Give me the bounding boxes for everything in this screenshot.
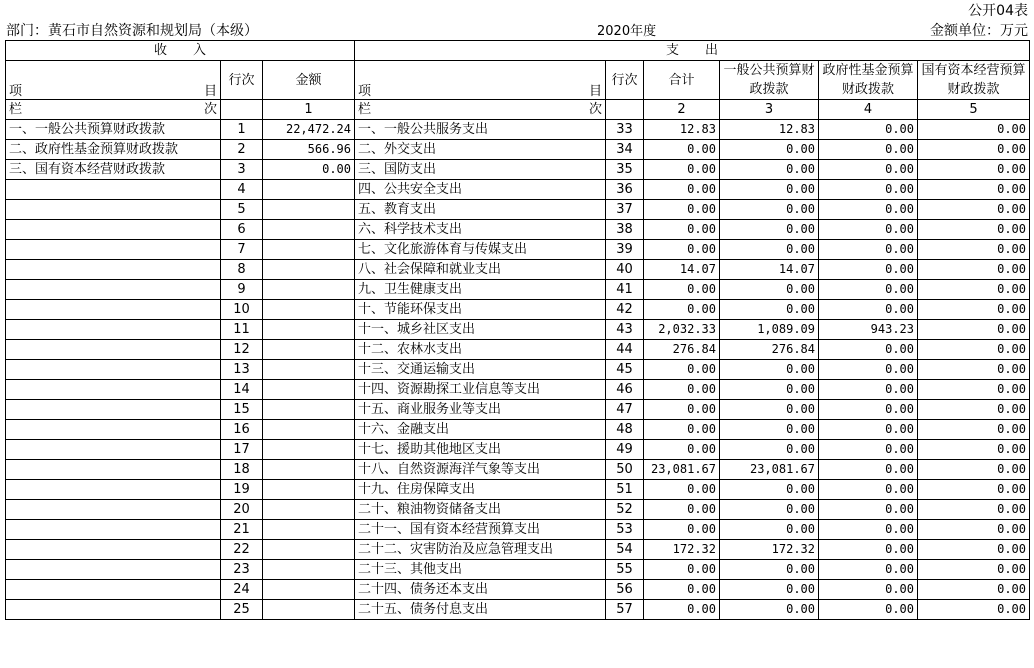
income-line-cell: 18 (221, 460, 263, 480)
state-capital-cell: 0.00 (918, 260, 1030, 280)
gov-fund-cell: 0.00 (819, 560, 918, 580)
general-budget-cell: 172.32 (720, 540, 819, 560)
expense-item-cell: 二十、粮油物资储备支出 (355, 500, 606, 520)
table-row (6, 320, 1030, 340)
item-left-label: 项 (9, 84, 23, 99)
gov-fund-cell: 0.00 (819, 580, 918, 600)
total-cell: 0.00 (644, 380, 720, 400)
income-item-cell (6, 600, 221, 620)
income-amount-cell (263, 300, 355, 320)
expense-line-cell: 35 (606, 160, 644, 180)
state-capital-cell: 0.00 (918, 400, 1030, 420)
total-cell: 0.00 (644, 300, 720, 320)
income-amount-cell (263, 200, 355, 220)
income-item-cell: 一、一般公共预算财政拨款 (6, 120, 221, 140)
lanci-col-3: 3 (720, 100, 819, 120)
income-item-cell (6, 280, 221, 300)
total-header: 合计 (644, 61, 720, 100)
expense-item-cell: 十五、商业服务业等支出 (355, 400, 606, 420)
expense-item-cell: 十一、城乡社区支出 (355, 320, 606, 340)
form-code: 公开04表 (968, 3, 1028, 19)
table-row (6, 440, 1030, 460)
table-row (6, 160, 1030, 180)
gov-fund-cell: 0.00 (819, 600, 918, 620)
total-cell: 0.00 (644, 240, 720, 260)
gov-fund-cell: 0.00 (819, 120, 918, 140)
income-item-cell (6, 360, 221, 380)
state-capital-cell: 0.00 (918, 440, 1030, 460)
lanci-left: 栏 (358, 102, 372, 117)
expense-item-cell: 二十四、债务还本支出 (355, 580, 606, 600)
income-amount-cell (263, 560, 355, 580)
expense-item-cell: 九、卫生健康支出 (355, 280, 606, 300)
table-row (6, 540, 1030, 560)
expense-line-cell: 37 (606, 200, 644, 220)
income-line-cell: 10 (221, 300, 263, 320)
total-cell: 0.00 (644, 160, 720, 180)
total-cell: 0.00 (644, 580, 720, 600)
empty-cell (221, 100, 263, 120)
general-budget-cell: 0.00 (720, 240, 819, 260)
state-capital-cell: 0.00 (918, 160, 1030, 180)
income-amount-cell (263, 240, 355, 260)
table-row (6, 480, 1030, 500)
general-budget-cell: 0.00 (720, 560, 819, 580)
income-amount-cell: 22,472.24 (263, 120, 355, 140)
income-item-cell (6, 520, 221, 540)
table-row (6, 460, 1030, 480)
general-budget-cell: 0.00 (720, 280, 819, 300)
gov-fund-cell: 0.00 (819, 340, 918, 360)
lanci-col-2: 2 (644, 100, 720, 120)
table-row (6, 500, 1030, 520)
income-amount-cell (263, 500, 355, 520)
income-line-cell: 6 (221, 220, 263, 240)
state-capital-cell: 0.00 (918, 220, 1030, 240)
expense-line-cell: 47 (606, 400, 644, 420)
income-amount-cell (263, 480, 355, 500)
gov-fund-cell: 0.00 (819, 200, 918, 220)
income-amount-cell (263, 400, 355, 420)
general-budget-header: 一般公共预算财政拨款 (720, 61, 819, 100)
gov-fund-cell: 0.00 (819, 400, 918, 420)
expense-item-cell: 十二、农林水支出 (355, 340, 606, 360)
general-budget-cell: 1,089.09 (720, 320, 819, 340)
income-item-cell (6, 320, 221, 340)
general-budget-cell: 0.00 (720, 300, 819, 320)
income-item-cell (6, 480, 221, 500)
expense-section-header: 支 出 (355, 41, 1030, 61)
lanci-left: 栏 (9, 102, 23, 117)
item-right-label: 目 (203, 84, 217, 99)
lanci-col-1: 1 (263, 100, 355, 120)
income-line-cell: 20 (221, 500, 263, 520)
table-row (6, 520, 1030, 540)
table-row (6, 360, 1030, 380)
total-cell: 0.00 (644, 180, 720, 200)
table-row (6, 600, 1030, 620)
expense-item-cell: 十三、交通运输支出 (355, 360, 606, 380)
income-line-cell: 9 (221, 280, 263, 300)
total-cell: 0.00 (644, 200, 720, 220)
income-amount-cell (263, 460, 355, 480)
state-capital-cell: 0.00 (918, 360, 1030, 380)
item-left-label: 项 (358, 84, 372, 99)
expense-line-cell: 44 (606, 340, 644, 360)
general-budget-cell: 0.00 (720, 140, 819, 160)
income-line-cell: 21 (221, 520, 263, 540)
income-amount-cell (263, 340, 355, 360)
total-cell: 2,032.33 (644, 320, 720, 340)
income-item-cell (6, 220, 221, 240)
expense-item-cell: 七、文化旅游体育与传媒支出 (355, 240, 606, 260)
income-line-cell: 25 (221, 600, 263, 620)
expense-line-cell: 52 (606, 500, 644, 520)
lanci-row (6, 100, 1030, 120)
state-capital-cell: 0.00 (918, 140, 1030, 160)
expense-line-cell: 57 (606, 600, 644, 620)
section-header-row (6, 41, 1030, 61)
income-amount-cell (263, 320, 355, 340)
general-budget-cell: 0.00 (720, 420, 819, 440)
gov-fund-cell: 0.00 (819, 280, 918, 300)
income-item-cell (6, 540, 221, 560)
income-amount-cell (263, 600, 355, 620)
table-row (6, 280, 1030, 300)
gov-fund-cell: 0.00 (819, 140, 918, 160)
table-row (6, 140, 1030, 160)
income-item-cell (6, 380, 221, 400)
total-cell: 0.00 (644, 400, 720, 420)
total-cell: 0.00 (644, 220, 720, 240)
general-budget-cell: 0.00 (720, 380, 819, 400)
expense-item-cell: 四、公共安全支出 (355, 180, 606, 200)
expense-line-cell: 55 (606, 560, 644, 580)
income-item-cell (6, 500, 221, 520)
lanci-right: 次 (588, 102, 602, 117)
expense-line-cell: 38 (606, 220, 644, 240)
income-amount-cell (263, 540, 355, 560)
income-item-cell (6, 180, 221, 200)
gov-fund-cell: 0.00 (819, 240, 918, 260)
gov-fund-cell: 0.00 (819, 380, 918, 400)
expense-item-cell: 一、一般公共服务支出 (355, 120, 606, 140)
income-line-cell: 17 (221, 440, 263, 460)
income-line-cell: 4 (221, 180, 263, 200)
total-cell: 276.84 (644, 340, 720, 360)
income-line-cell: 11 (221, 320, 263, 340)
expense-line-cell: 34 (606, 140, 644, 160)
total-cell: 12.83 (644, 120, 720, 140)
total-cell: 0.00 (644, 360, 720, 380)
income-line-cell: 5 (221, 200, 263, 220)
total-cell: 172.32 (644, 540, 720, 560)
gov-fund-header: 政府性基金预算财政拨款 (819, 61, 918, 100)
income-item-cell: 三、国有资本经营财政拨款 (6, 160, 221, 180)
income-amount-cell: 0.00 (263, 160, 355, 180)
income-amount-cell (263, 580, 355, 600)
state-capital-cell: 0.00 (918, 600, 1030, 620)
general-budget-cell: 276.84 (720, 340, 819, 360)
total-cell: 0.00 (644, 440, 720, 460)
income-section-header: 收 入 (6, 41, 355, 61)
expense-item-cell: 二、外交支出 (355, 140, 606, 160)
income-line-cell: 1 (221, 120, 263, 140)
expense-line-cell: 39 (606, 240, 644, 260)
lanci-col-4: 4 (819, 100, 918, 120)
income-line-cell: 7 (221, 240, 263, 260)
general-budget-cell: 0.00 (720, 520, 819, 540)
table-row (6, 120, 1030, 140)
state-capital-cell: 0.00 (918, 200, 1030, 220)
state-capital-cell: 0.00 (918, 180, 1030, 200)
general-budget-cell: 0.00 (720, 600, 819, 620)
income-amount-cell (263, 520, 355, 540)
expense-item-cell: 六、科学技术支出 (355, 220, 606, 240)
income-item-cell (6, 460, 221, 480)
lanci-col-5: 5 (918, 100, 1030, 120)
table-row (6, 420, 1030, 440)
expense-line-cell: 48 (606, 420, 644, 440)
total-cell: 0.00 (644, 420, 720, 440)
expense-line-cell: 43 (606, 320, 644, 340)
expense-line-cell: 33 (606, 120, 644, 140)
income-item-cell (6, 300, 221, 320)
income-amount-cell (263, 180, 355, 200)
department-label: 部门：黄石市自然资源和规划局（本级） (6, 23, 258, 39)
income-line-cell: 15 (221, 400, 263, 420)
general-budget-cell: 0.00 (720, 480, 819, 500)
income-amount-cell (263, 260, 355, 280)
state-capital-cell: 0.00 (918, 520, 1030, 540)
gov-fund-cell: 0.00 (819, 300, 918, 320)
general-budget-cell: 0.00 (720, 400, 819, 420)
table-row (6, 340, 1030, 360)
total-cell: 0.00 (644, 500, 720, 520)
table-row (6, 400, 1030, 420)
budget-table (5, 40, 1030, 620)
income-amount-cell (263, 420, 355, 440)
table-row (6, 580, 1030, 600)
income-item-cell (6, 440, 221, 460)
state-capital-cell: 0.00 (918, 460, 1030, 480)
income-lanci-label (6, 100, 221, 120)
total-cell: 0.00 (644, 480, 720, 500)
table-row (6, 380, 1030, 400)
income-amount-cell (263, 380, 355, 400)
expense-line-cell: 46 (606, 380, 644, 400)
expense-item-cell: 二十五、债务付息支出 (355, 600, 606, 620)
expense-item-cell: 十四、资源勘探工业信息等支出 (355, 380, 606, 400)
state-capital-cell: 0.00 (918, 420, 1030, 440)
income-line-cell: 22 (221, 540, 263, 560)
gov-fund-cell: 0.00 (819, 260, 918, 280)
gov-fund-cell: 0.00 (819, 420, 918, 440)
gov-fund-cell: 0.00 (819, 460, 918, 480)
gov-fund-cell: 0.00 (819, 480, 918, 500)
state-capital-cell: 0.00 (918, 240, 1030, 260)
income-item-cell: 二、政府性基金预算财政拨款 (6, 140, 221, 160)
state-capital-cell: 0.00 (918, 120, 1030, 140)
state-capital-cell: 0.00 (918, 280, 1030, 300)
empty-cell (606, 100, 644, 120)
income-line-cell: 12 (221, 340, 263, 360)
expense-item-cell: 三、国防支出 (355, 160, 606, 180)
gov-fund-cell: 0.00 (819, 360, 918, 380)
expense-line-cell: 49 (606, 440, 644, 460)
gov-fund-cell: 0.00 (819, 440, 918, 460)
income-line-no-header: 行次 (221, 61, 263, 100)
income-line-cell: 16 (221, 420, 263, 440)
expense-item-cell: 二十一、国有资本经营预算支出 (355, 520, 606, 540)
total-cell: 0.00 (644, 560, 720, 580)
income-amount-cell (263, 220, 355, 240)
income-item-cell (6, 340, 221, 360)
expense-line-cell: 56 (606, 580, 644, 600)
expense-item-header (355, 61, 606, 100)
expense-item-cell: 十八、自然资源海洋气象等支出 (355, 460, 606, 480)
table-row (6, 260, 1030, 280)
expense-line-cell: 36 (606, 180, 644, 200)
general-budget-cell: 0.00 (720, 440, 819, 460)
table-row (6, 560, 1030, 580)
income-line-cell: 23 (221, 560, 263, 580)
expense-line-cell: 50 (606, 460, 644, 480)
income-line-cell: 24 (221, 580, 263, 600)
expense-item-cell: 二十二、灾害防治及应急管理支出 (355, 540, 606, 560)
income-item-header (6, 61, 221, 100)
table-row (6, 200, 1030, 220)
total-cell: 23,081.67 (644, 460, 720, 480)
expense-item-cell: 十、节能环保支出 (355, 300, 606, 320)
income-item-cell (6, 580, 221, 600)
gov-fund-cell: 0.00 (819, 540, 918, 560)
amount-unit: 金额单位：万元 (930, 23, 1028, 39)
expense-line-cell: 54 (606, 540, 644, 560)
income-item-cell (6, 400, 221, 420)
gov-fund-cell: 0.00 (819, 520, 918, 540)
total-cell: 0.00 (644, 520, 720, 540)
state-capital-cell: 0.00 (918, 560, 1030, 580)
table-row (6, 240, 1030, 260)
income-item-cell (6, 420, 221, 440)
gov-fund-cell: 943.23 (819, 320, 918, 340)
income-line-cell: 14 (221, 380, 263, 400)
income-amount-header: 金额 (263, 61, 355, 100)
expense-line-cell: 41 (606, 280, 644, 300)
expense-line-cell: 42 (606, 300, 644, 320)
expense-item-cell: 二十三、其他支出 (355, 560, 606, 580)
income-line-cell: 8 (221, 260, 263, 280)
expense-item-cell: 十七、援助其他地区支出 (355, 440, 606, 460)
expense-line-no-header: 行次 (606, 61, 644, 100)
expense-lanci-label (355, 100, 606, 120)
general-budget-cell: 0.00 (720, 360, 819, 380)
gov-fund-cell: 0.00 (819, 220, 918, 240)
expense-line-cell: 45 (606, 360, 644, 380)
total-cell: 0.00 (644, 600, 720, 620)
income-amount-cell (263, 440, 355, 460)
gov-fund-cell: 0.00 (819, 160, 918, 180)
general-budget-cell: 0.00 (720, 160, 819, 180)
income-line-cell: 13 (221, 360, 263, 380)
income-line-cell: 3 (221, 160, 263, 180)
general-budget-cell: 0.00 (720, 220, 819, 240)
item-right-label: 目 (588, 84, 602, 99)
income-item-cell (6, 200, 221, 220)
state-capital-cell: 0.00 (918, 480, 1030, 500)
income-line-cell: 2 (221, 140, 263, 160)
general-budget-cell: 0.00 (720, 180, 819, 200)
column-header-row (6, 61, 1030, 100)
state-capital-cell: 0.00 (918, 380, 1030, 400)
table-row (6, 220, 1030, 240)
state-capital-cell: 0.00 (918, 540, 1030, 560)
general-budget-cell: 23,081.67 (720, 460, 819, 480)
table-row (6, 180, 1030, 200)
general-budget-cell: 14.07 (720, 260, 819, 280)
total-cell: 0.00 (644, 140, 720, 160)
income-line-cell: 19 (221, 480, 263, 500)
expense-line-cell: 40 (606, 260, 644, 280)
general-budget-cell: 0.00 (720, 500, 819, 520)
gov-fund-cell: 0.00 (819, 180, 918, 200)
expense-item-cell: 八、社会保障和就业支出 (355, 260, 606, 280)
income-item-cell (6, 240, 221, 260)
state-capital-cell: 0.00 (918, 500, 1030, 520)
general-budget-cell: 12.83 (720, 120, 819, 140)
income-item-cell (6, 260, 221, 280)
state-capital-cell: 0.00 (918, 320, 1030, 340)
total-cell: 14.07 (644, 260, 720, 280)
general-budget-cell: 0.00 (720, 580, 819, 600)
report-header (6, 20, 1028, 40)
expense-line-cell: 53 (606, 520, 644, 540)
expense-item-cell: 十九、住房保障支出 (355, 480, 606, 500)
income-amount-cell (263, 360, 355, 380)
expense-line-cell: 51 (606, 480, 644, 500)
table-row (6, 300, 1030, 320)
lanci-right: 次 (203, 102, 217, 117)
general-budget-cell: 0.00 (720, 200, 819, 220)
income-item-cell (6, 560, 221, 580)
state-capital-cell: 0.00 (918, 580, 1030, 600)
income-amount-cell (263, 280, 355, 300)
expense-item-cell: 五、教育支出 (355, 200, 606, 220)
state-capital-cell: 0.00 (918, 340, 1030, 360)
total-cell: 0.00 (644, 280, 720, 300)
report-year: 2020年度 (597, 24, 657, 39)
state-capital-header: 国有资本经营预算财政拨款 (918, 61, 1030, 100)
income-amount-cell: 566.96 (263, 140, 355, 160)
expense-item-cell: 十六、金融支出 (355, 420, 606, 440)
state-capital-cell: 0.00 (918, 300, 1030, 320)
gov-fund-cell: 0.00 (819, 500, 918, 520)
